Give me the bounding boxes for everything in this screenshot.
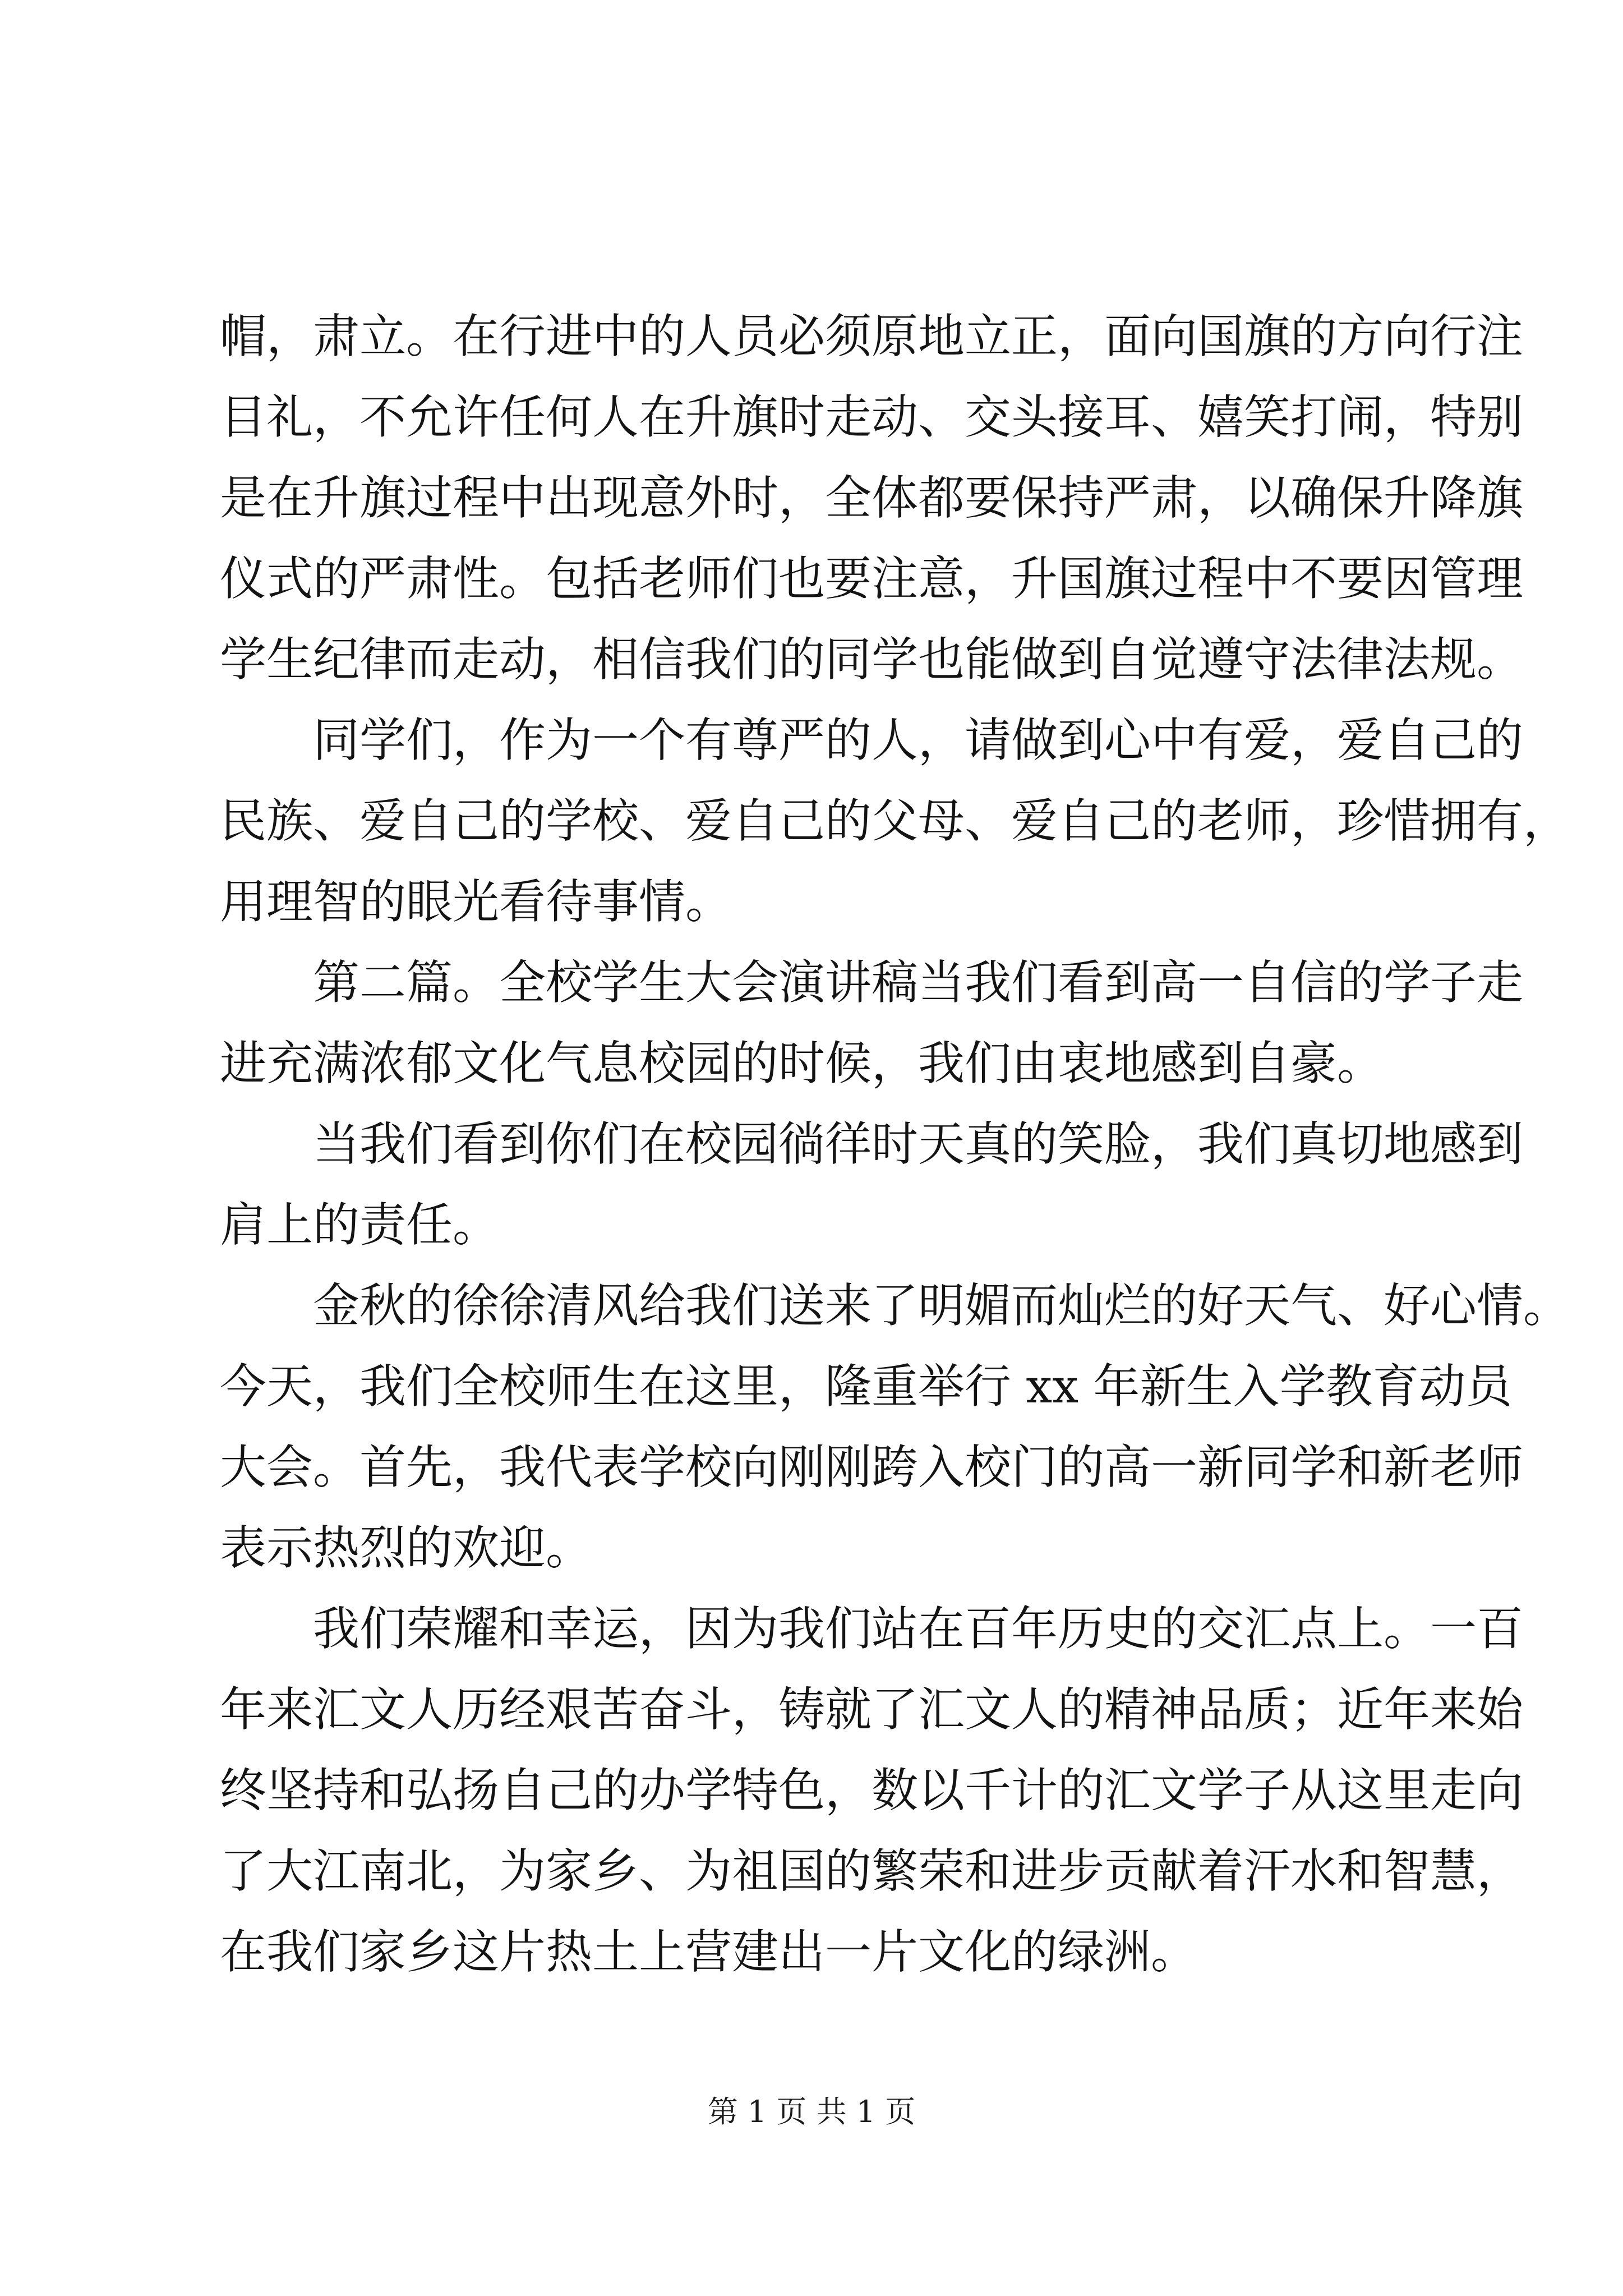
paragraph <box>220 1266 1570 1589</box>
text-line: 了大江南北，为家乡、为祖国的繁荣和进步贡献着汗水和智慧， <box>220 1844 1523 1898</box>
page-number-label: 第 1 页 共 1 页 <box>707 2094 916 2129</box>
text-line: 学生纪律而走动，相信我们的同学也能做到自觉遵守法律法规。 <box>220 632 1523 687</box>
text-line: 第二篇。全校学生大会演讲稿当我们看到高一自信的学子走 <box>313 955 1523 1010</box>
paragraph <box>220 1589 1523 1993</box>
page-footer <box>0 2092 1623 2132</box>
text-line: 大会。首先，我代表学校向刚刚跨入校门的高一新同学和新老师 <box>220 1440 1523 1494</box>
text-line: 年来汇文人历经艰苦奋斗，铸就了汇文人的精神品质；近年来始 <box>220 1682 1523 1737</box>
text-line: 当我们看到你们在校园徜徉时天真的笑脸，我们真切地感到 <box>313 1117 1523 1171</box>
text-line: 是在升旗过程中出现意外时，全体都要保持严肃，以确保升降旗 <box>220 471 1523 525</box>
text-line: 终坚持和弘扬自己的办学特色，数以千计的汇文学子从这里走向 <box>220 1763 1523 1818</box>
text-line: 目礼，不允许任何人在升旗时走动、交头接耳、嬉笑打闹，特别 <box>220 390 1523 444</box>
text-line: 民族、爱自己的学校、爱自己的父母、爱自己的老师，珍惜拥有， <box>220 794 1570 848</box>
paragraph <box>220 700 1570 942</box>
text-line: 肩上的责任。 <box>220 1198 499 1252</box>
paragraph <box>220 296 1523 700</box>
text-line: 仪式的严肃性。包括老师们也要注意，升国旗过程中不要因管理 <box>220 551 1523 606</box>
text-line: 表示热烈的欢迎。 <box>220 1521 592 1575</box>
text-line: 金秋的徐徐清风给我们送来了明媚而灿烂的好天气、好心情。 <box>313 1278 1570 1333</box>
document-body <box>220 296 1570 1993</box>
paragraph <box>220 1104 1523 1266</box>
text-line: 进充满浓郁文化气息校园的时候，我们由衷地感到自豪。 <box>220 1036 1384 1091</box>
text-line: 在我们家乡这片热土上营建出一片文化的绿洲。 <box>220 1925 1197 1979</box>
text-line: 今天，我们全校师生在这里，隆重举行 xx 年新生入学教育动员 <box>220 1359 1513 1414</box>
paragraph <box>220 942 1523 1104</box>
text-line: 同学们，作为一个有尊严的人，请做到心中有爱，爱自己的 <box>313 713 1523 767</box>
text-line: 我们荣耀和幸运，因为我们站在百年历史的交汇点上。一百 <box>313 1602 1523 1656</box>
text-line: 帽，肃立。在行进中的人员必须原地立正，面向国旗的方向行注 <box>220 309 1523 364</box>
text-line: 用理智的眼光看待事情。 <box>220 875 732 929</box>
